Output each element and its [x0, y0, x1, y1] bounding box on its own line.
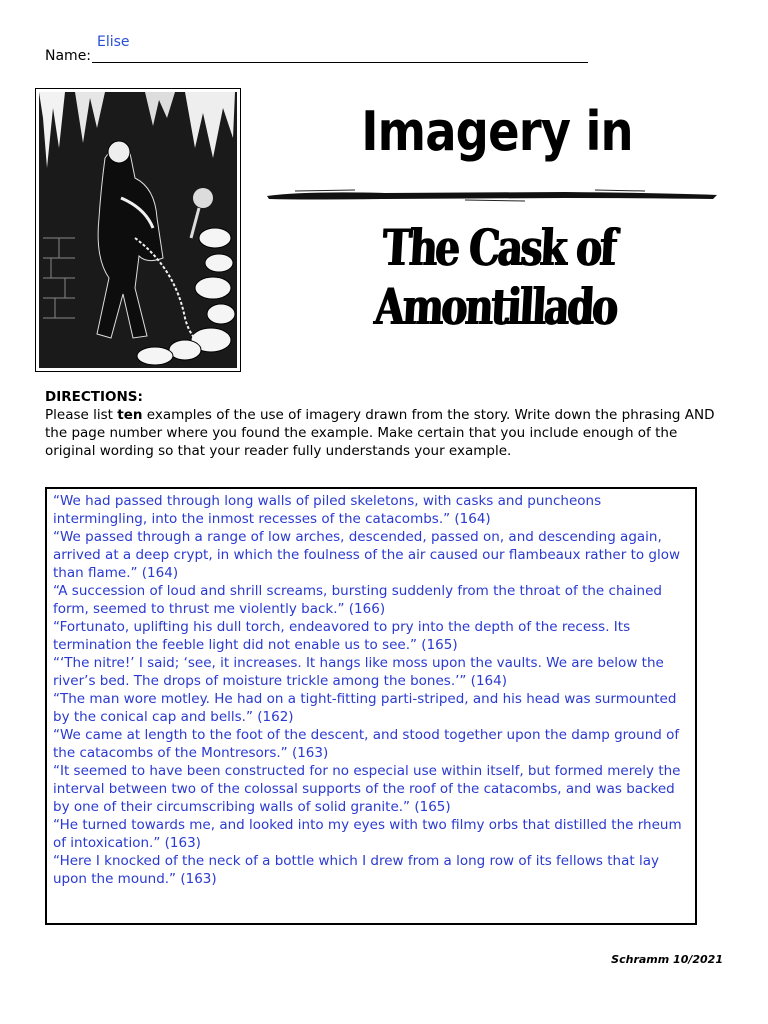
answer-item: “A succession of loud and shrill screams, bursting suddenly from the throat of the chained form, seemed to thrust me violently back.” (166) [53, 583, 662, 617]
name-row [45, 30, 590, 70]
answer-item: “We passed through a range of low arches, descended, passed on, and descending again, arrived at a deep crypt, in which the foulness of the air caused our flambeaux rather to glow than flame.” (164) [53, 529, 681, 581]
answer-item: “Here I knocked of the neck of a bottle which I drew from a long row of its fellows that lay upon the mound.” (163) [53, 853, 659, 887]
directions-text-part: Please list [45, 407, 118, 423]
directions-text [45, 406, 725, 460]
story-illustration [35, 88, 241, 372]
name-label: Name: [45, 48, 92, 64]
directions-heading: DIRECTIONS: [45, 389, 143, 405]
name-underline [92, 62, 588, 63]
title-imagery-in: Imagery in [361, 100, 633, 163]
answer-item: “The man wore motley. He had on a tight-fitting parti-striped, and his head was surmounted by the conical cap and bells.” (162) [53, 691, 677, 725]
answer-box[interactable] [45, 487, 697, 925]
directions-text-part: examples of the use of imagery drawn from the story. Write down the phrasing AND the page number where you found the example. Make certain that you include enough of the original wording so that your reader fully understands your example. [45, 407, 715, 459]
directions-emphasis: ten [117, 407, 143, 423]
title-cask-of-amontillado: The Cask of Amontillado [373, 218, 618, 336]
directions-section [45, 388, 725, 460]
answer-item: “We came at length to the foot of the descent, and stood together upon the damp ground of the catacombs of the Montresors.” (163) [53, 727, 680, 761]
answer-item: “‘The nitre!’ I said; ‘see, it increases. It hangs like moss upon the vaults. We are below the river’s bed. The drops of moisture trickle among the bones.’” (164) [53, 655, 664, 689]
footer-credit: Schramm 10/2021 [611, 953, 723, 966]
answer-item: “Fortunato, uplifting his dull torch, endeavored to pry into the depth of the recess. Its termination the feeble light did not enable us to see.” (165) [53, 619, 631, 653]
answer-item: “It seemed to have been constructed for no especial use within itself, but formed merely the interval between two of the colossal supports of the roof of the catacombs, and was backed by one of their circumscribing walls of solid granite.” (165) [53, 763, 681, 815]
brush-stroke-divider [265, 187, 720, 203]
answer-item: “He turned towards me, and looked into my eyes with two filmy orbs that distilled the rheum of intoxication.” (163) [53, 817, 682, 851]
answer-item: “We had passed through long walls of piled skeletons, with casks and puncheons intermingling, into the inmost recesses of the catacombs.” (164) [53, 493, 602, 527]
name-field[interactable]: Elise [97, 34, 130, 50]
